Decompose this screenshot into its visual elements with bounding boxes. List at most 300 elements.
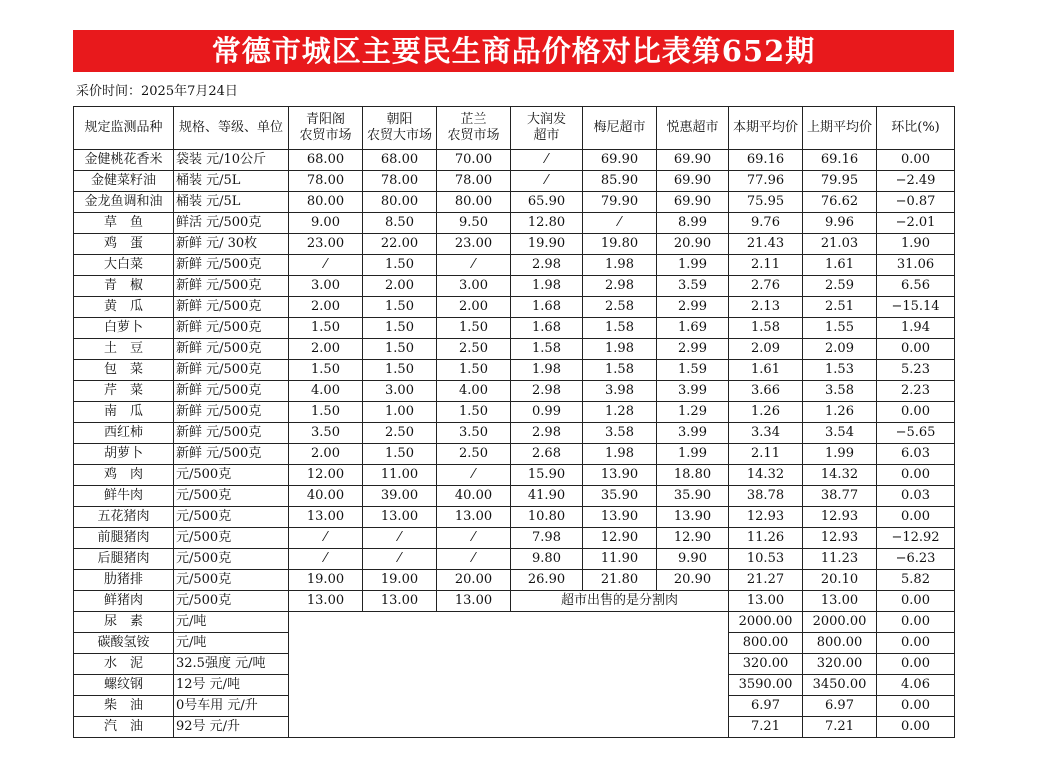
- table-cell: 4.06: [877, 675, 955, 696]
- table-cell: 3.00: [437, 276, 511, 297]
- table-cell: 1.28: [583, 402, 657, 423]
- table-cell: 0.00: [877, 339, 955, 360]
- table-cell: ⁄: [289, 255, 363, 276]
- table-cell: 80.00: [437, 192, 511, 213]
- table-cell: 14.32: [803, 465, 877, 486]
- table-cell: 11.00: [363, 465, 437, 486]
- table-cell: 草 鱼: [74, 213, 174, 234]
- table-cell: 0.00: [877, 654, 955, 675]
- table-cell: 800.00: [803, 633, 877, 654]
- table-cell: 新鲜 元/500克: [174, 297, 289, 318]
- table-cell: 39.00: [363, 486, 437, 507]
- table-cell: 1.61: [729, 360, 803, 381]
- table-cell: 14.32: [729, 465, 803, 486]
- table-cell: 80.00: [289, 192, 363, 213]
- table-cell: 85.90: [583, 171, 657, 192]
- table-cell: ⁄: [437, 255, 511, 276]
- table-cell: 1.98: [583, 444, 657, 465]
- table-cell: 1.50: [363, 339, 437, 360]
- table-cell: 40.00: [437, 486, 511, 507]
- table-cell: 2.00: [289, 297, 363, 318]
- table-cell: 2.68: [511, 444, 583, 465]
- table-cell: 1.50: [363, 444, 437, 465]
- table-cell: 13.00: [729, 591, 803, 612]
- column-header: 芷兰 农贸市场: [437, 107, 511, 150]
- table-cell: 320.00: [729, 654, 803, 675]
- table-cell: 鲜猪肉: [74, 591, 174, 612]
- table-cell: 3.59: [657, 276, 729, 297]
- table-cell: 2.58: [583, 297, 657, 318]
- table-cell: 元/吨: [174, 612, 289, 633]
- table-cell: ⁄: [437, 528, 511, 549]
- table-cell: 22.00: [363, 234, 437, 255]
- table-cell: 23.00: [289, 234, 363, 255]
- table-cell: 78.00: [363, 171, 437, 192]
- table-cell: ⁄: [511, 150, 583, 171]
- table-cell: 3.00: [289, 276, 363, 297]
- table-cell: 1.98: [583, 339, 657, 360]
- table-cell: 3.58: [583, 423, 657, 444]
- table-row: [74, 507, 955, 528]
- table-cell: 1.99: [657, 255, 729, 276]
- table-cell: ⁄: [363, 549, 437, 570]
- table-cell: 13.00: [803, 591, 877, 612]
- table-row: [74, 549, 955, 570]
- column-header: 青阳阁 农贸市场: [289, 107, 363, 150]
- table-cell: 78.00: [437, 171, 511, 192]
- table-cell: 新鲜 元/500克: [174, 318, 289, 339]
- table-cell: 3.98: [583, 381, 657, 402]
- table-cell: 69.90: [657, 192, 729, 213]
- table-row: [74, 528, 955, 549]
- table-cell: 15.90: [511, 465, 583, 486]
- table-cell: 10.80: [511, 507, 583, 528]
- table-cell: 黄 瓜: [74, 297, 174, 318]
- table-cell: 3.50: [437, 423, 511, 444]
- table-cell: 1.55: [803, 318, 877, 339]
- column-header: 上期平均价: [803, 107, 877, 150]
- table-cell: 31.06: [877, 255, 955, 276]
- table-cell: 1.50: [289, 360, 363, 381]
- table-cell: 2.59: [803, 276, 877, 297]
- table-cell: 1.98: [511, 360, 583, 381]
- table-row: [74, 276, 955, 297]
- table-cell: 3.99: [657, 381, 729, 402]
- table-cell: 新鲜 元/500克: [174, 423, 289, 444]
- table-cell: −2.01: [877, 213, 955, 234]
- table-cell: 1.50: [363, 360, 437, 381]
- table-cell: 0.00: [877, 696, 955, 717]
- table-cell: −6.23: [877, 549, 955, 570]
- table-cell: 白萝卜: [74, 318, 174, 339]
- table-cell: 65.90: [511, 192, 583, 213]
- table-cell: 21.80: [583, 570, 657, 591]
- table-cell: 13.00: [363, 507, 437, 528]
- table-cell: 41.90: [511, 486, 583, 507]
- table-cell: 1.50: [363, 318, 437, 339]
- table-cell: 1.90: [877, 234, 955, 255]
- table-cell: 40.00: [289, 486, 363, 507]
- table-cell: 1.26: [729, 402, 803, 423]
- table-row: [74, 192, 955, 213]
- column-header: 大润发 超市: [511, 107, 583, 150]
- table-cell: 2000.00: [803, 612, 877, 633]
- column-header: 梅尼超市: [583, 107, 657, 150]
- table-cell: 1.50: [437, 360, 511, 381]
- table-cell: 8.50: [363, 213, 437, 234]
- table-cell: 1.69: [657, 318, 729, 339]
- table-row: [74, 486, 955, 507]
- table-cell: 1.98: [583, 255, 657, 276]
- table-row: [74, 402, 955, 423]
- table-cell: 0.00: [877, 150, 955, 171]
- table-cell: 0.03: [877, 486, 955, 507]
- table-cell: 77.96: [729, 171, 803, 192]
- table-cell: 19.80: [583, 234, 657, 255]
- table-cell: 12.90: [583, 528, 657, 549]
- table-cell: 13.00: [289, 591, 363, 612]
- table-cell: ⁄: [289, 528, 363, 549]
- table-cell: −2.49: [877, 171, 955, 192]
- table-cell: 10.53: [729, 549, 803, 570]
- table-cell: 7.98: [511, 528, 583, 549]
- table-cell: 元/500克: [174, 591, 289, 612]
- table-row: [74, 297, 955, 318]
- table-cell: 水 泥: [74, 654, 174, 675]
- table-row: [74, 171, 955, 192]
- table-cell: 12.00: [289, 465, 363, 486]
- table-cell: 芹 菜: [74, 381, 174, 402]
- table-cell: 2.09: [803, 339, 877, 360]
- table-cell: 3.34: [729, 423, 803, 444]
- table-cell: 金龙鱼调和油: [74, 192, 174, 213]
- table-cell: 青 椒: [74, 276, 174, 297]
- table-cell: 92号 元/升: [174, 717, 289, 738]
- table-cell: 新鲜 元/500克: [174, 276, 289, 297]
- table-cell: −5.65: [877, 423, 955, 444]
- table-cell: 0.00: [877, 612, 955, 633]
- table-cell: 7.21: [729, 717, 803, 738]
- table-cell: 1.50: [437, 402, 511, 423]
- table-cell: 新鲜 元/500克: [174, 402, 289, 423]
- table-cell: 元/500克: [174, 486, 289, 507]
- table-cell: 19.90: [511, 234, 583, 255]
- table-row: [74, 570, 955, 591]
- table-cell: 800.00: [729, 633, 803, 654]
- table-cell: 1.58: [583, 360, 657, 381]
- table-cell: 后腿猪肉: [74, 549, 174, 570]
- table-cell: 0.00: [877, 591, 955, 612]
- table-cell: 11.23: [803, 549, 877, 570]
- table-cell: 1.58: [583, 318, 657, 339]
- table-cell: −0.87: [877, 192, 955, 213]
- table-cell: 13.00: [363, 591, 437, 612]
- table-cell: 11.90: [583, 549, 657, 570]
- table-cell: 9.00: [289, 213, 363, 234]
- table-cell: 西红柿: [74, 423, 174, 444]
- column-header: 规定监测品种: [74, 107, 174, 150]
- table-cell: 袋装 元/10公斤: [174, 150, 289, 171]
- table-cell: 金健菜籽油: [74, 171, 174, 192]
- table-cell: 尿 素: [74, 612, 174, 633]
- table-cell: 鲜活 元/500克: [174, 213, 289, 234]
- table-cell: 3590.00: [729, 675, 803, 696]
- table-cell: 1.99: [657, 444, 729, 465]
- table-cell: 9.50: [437, 213, 511, 234]
- table-cell: 12.80: [511, 213, 583, 234]
- table-cell: 9.90: [657, 549, 729, 570]
- table-cell: 包 菜: [74, 360, 174, 381]
- table-cell: 11.26: [729, 528, 803, 549]
- table-cell: 38.78: [729, 486, 803, 507]
- table-cell: 80.00: [363, 192, 437, 213]
- table-cell: 2.11: [729, 255, 803, 276]
- table-cell: 32.5强度 元/吨: [174, 654, 289, 675]
- table-cell: [289, 612, 729, 738]
- table-cell: 3450.00: [803, 675, 877, 696]
- table-cell: 69.90: [583, 150, 657, 171]
- table-cell: 2.50: [437, 339, 511, 360]
- table-cell: 7.21: [803, 717, 877, 738]
- table-cell: 元/500克: [174, 465, 289, 486]
- table-header-row: [74, 107, 955, 150]
- table-cell: 12.93: [803, 507, 877, 528]
- table-cell: 2.13: [729, 297, 803, 318]
- table-cell: 1.50: [363, 297, 437, 318]
- table-cell: 9.76: [729, 213, 803, 234]
- table-cell: 0.00: [877, 465, 955, 486]
- table-cell: 元/500克: [174, 549, 289, 570]
- table-cell: 3.50: [289, 423, 363, 444]
- table-cell: 13.90: [583, 507, 657, 528]
- table-cell: 12.93: [803, 528, 877, 549]
- table-row: [74, 465, 955, 486]
- table-cell: 69.16: [803, 150, 877, 171]
- table-cell: ⁄: [437, 549, 511, 570]
- table-cell: 3.66: [729, 381, 803, 402]
- table-cell: 1.59: [657, 360, 729, 381]
- table-cell: 70.00: [437, 150, 511, 171]
- table-cell: 1.61: [803, 255, 877, 276]
- table-cell: 2.23: [877, 381, 955, 402]
- table-cell: 超市出售的是分割肉: [511, 591, 729, 612]
- table-cell: 21.43: [729, 234, 803, 255]
- table-cell: 1.99: [803, 444, 877, 465]
- table-cell: 0.00: [877, 402, 955, 423]
- table-cell: 2.09: [729, 339, 803, 360]
- table-cell: 9.96: [803, 213, 877, 234]
- table-cell: 13.00: [289, 507, 363, 528]
- table-row: [74, 360, 955, 381]
- table-cell: 20.10: [803, 570, 877, 591]
- table-cell: 6.03: [877, 444, 955, 465]
- column-header: 朝阳 农贸大市场: [363, 107, 437, 150]
- table-cell: ⁄: [583, 213, 657, 234]
- table-cell: 胡萝卜: [74, 444, 174, 465]
- table-cell: 新鲜 元/ 30枚: [174, 234, 289, 255]
- table-cell: 75.95: [729, 192, 803, 213]
- table-cell: 1.58: [511, 339, 583, 360]
- table-cell: 0号车用 元/升: [174, 696, 289, 717]
- table-cell: 6.97: [729, 696, 803, 717]
- table-cell: 18.80: [657, 465, 729, 486]
- table-cell: 2.11: [729, 444, 803, 465]
- price-table: [73, 106, 955, 738]
- table-cell: −15.14: [877, 297, 955, 318]
- table-cell: 鲜牛肉: [74, 486, 174, 507]
- table-row: [74, 612, 955, 633]
- table-cell: ⁄: [437, 465, 511, 486]
- table-cell: 鸡 蛋: [74, 234, 174, 255]
- table-row: [74, 255, 955, 276]
- table-cell: 前腿猪肉: [74, 528, 174, 549]
- table-cell: 12号 元/吨: [174, 675, 289, 696]
- table-cell: 1.26: [803, 402, 877, 423]
- table-cell: 78.00: [289, 171, 363, 192]
- table-cell: 1.50: [289, 402, 363, 423]
- table-cell: −12.92: [877, 528, 955, 549]
- table-cell: 2.98: [511, 255, 583, 276]
- table-cell: 0.00: [877, 507, 955, 528]
- column-header: 环比(%): [877, 107, 955, 150]
- table-cell: 南 瓜: [74, 402, 174, 423]
- column-header: 悦惠超市: [657, 107, 729, 150]
- table-cell: 2.98: [511, 423, 583, 444]
- table-cell: 五花猪肉: [74, 507, 174, 528]
- table-cell: 2.50: [437, 444, 511, 465]
- table-cell: 38.77: [803, 486, 877, 507]
- column-header: 规格、等级、单位: [174, 107, 289, 150]
- table-cell: 4.00: [289, 381, 363, 402]
- table-cell: ⁄: [289, 549, 363, 570]
- table-cell: 0.00: [877, 633, 955, 654]
- table-cell: 2.76: [729, 276, 803, 297]
- table-cell: 68.00: [363, 150, 437, 171]
- price-date: 采价时间：2025年7月24日: [76, 84, 238, 99]
- table-cell: 6.97: [803, 696, 877, 717]
- table-row: [74, 591, 955, 612]
- table-row: [74, 234, 955, 255]
- table-cell: 79.90: [583, 192, 657, 213]
- table-cell: 1.00: [363, 402, 437, 423]
- table-cell: 21.27: [729, 570, 803, 591]
- table-cell: 1.53: [803, 360, 877, 381]
- table-cell: 2.50: [363, 423, 437, 444]
- table-cell: 1.68: [511, 297, 583, 318]
- table-cell: 20.90: [657, 234, 729, 255]
- table-cell: 1.29: [657, 402, 729, 423]
- table-cell: 肋猪排: [74, 570, 174, 591]
- table-cell: 1.50: [289, 318, 363, 339]
- table-cell: 螺纹钢: [74, 675, 174, 696]
- table-cell: 13.90: [657, 507, 729, 528]
- table-cell: 1.94: [877, 318, 955, 339]
- table-cell: 桶装 元/5L: [174, 192, 289, 213]
- table-row: [74, 213, 955, 234]
- table-cell: 2.51: [803, 297, 877, 318]
- table-cell: 新鲜 元/500克: [174, 339, 289, 360]
- table-cell: 12.90: [657, 528, 729, 549]
- table-cell: 金健桃花香米: [74, 150, 174, 171]
- table-cell: 76.62: [803, 192, 877, 213]
- table-cell: 大白菜: [74, 255, 174, 276]
- table-cell: 12.93: [729, 507, 803, 528]
- table-cell: 3.00: [363, 381, 437, 402]
- table-cell: 19.00: [363, 570, 437, 591]
- table-cell: 2.00: [289, 444, 363, 465]
- table-cell: 2.00: [363, 276, 437, 297]
- table-cell: ⁄: [363, 528, 437, 549]
- table-cell: 19.00: [289, 570, 363, 591]
- table-cell: 26.90: [511, 570, 583, 591]
- table-cell: 碳酸氢铵: [74, 633, 174, 654]
- column-header: 本期平均价: [729, 107, 803, 150]
- table-cell: 8.99: [657, 213, 729, 234]
- table-cell: 69.90: [657, 171, 729, 192]
- table-cell: 0.99: [511, 402, 583, 423]
- table-cell: 35.90: [583, 486, 657, 507]
- table-cell: 5.23: [877, 360, 955, 381]
- page-title: 常德市城区主要民生商品价格对比表第652期: [73, 30, 954, 72]
- table-cell: 20.90: [657, 570, 729, 591]
- table-cell: 1.58: [729, 318, 803, 339]
- table-row: [74, 339, 955, 360]
- table-cell: 3.54: [803, 423, 877, 444]
- table-cell: 3.99: [657, 423, 729, 444]
- table-cell: 79.95: [803, 171, 877, 192]
- table-cell: 69.90: [657, 150, 729, 171]
- table-cell: 1.50: [363, 255, 437, 276]
- table-cell: 69.16: [729, 150, 803, 171]
- table-row: [74, 318, 955, 339]
- table-cell: ⁄: [511, 171, 583, 192]
- table-cell: 土 豆: [74, 339, 174, 360]
- table-cell: 元/500克: [174, 570, 289, 591]
- table-cell: 23.00: [437, 234, 511, 255]
- table-cell: 4.00: [437, 381, 511, 402]
- table-row: [74, 423, 955, 444]
- table-cell: 2.99: [657, 297, 729, 318]
- table-cell: 6.56: [877, 276, 955, 297]
- table-cell: 21.03: [803, 234, 877, 255]
- table-cell: 2.00: [437, 297, 511, 318]
- table-cell: 2.00: [289, 339, 363, 360]
- table-cell: 3.58: [803, 381, 877, 402]
- table-cell: 13.90: [583, 465, 657, 486]
- table-cell: 1.68: [511, 318, 583, 339]
- table-cell: 2000.00: [729, 612, 803, 633]
- table-row: [74, 150, 955, 171]
- table-cell: 9.80: [511, 549, 583, 570]
- table-cell: 柴 油: [74, 696, 174, 717]
- table-cell: 2.99: [657, 339, 729, 360]
- table-cell: 13.00: [437, 507, 511, 528]
- table-row: [74, 381, 955, 402]
- table-cell: 元/吨: [174, 633, 289, 654]
- table-cell: 桶装 元/5L: [174, 171, 289, 192]
- table-cell: 320.00: [803, 654, 877, 675]
- table-cell: 新鲜 元/500克: [174, 381, 289, 402]
- table-cell: 2.98: [583, 276, 657, 297]
- table-cell: 鸡 肉: [74, 465, 174, 486]
- table-cell: 新鲜 元/500克: [174, 444, 289, 465]
- table-cell: 20.00: [437, 570, 511, 591]
- table-row: [74, 444, 955, 465]
- table-cell: 新鲜 元/500克: [174, 360, 289, 381]
- table-cell: 68.00: [289, 150, 363, 171]
- table-cell: 13.00: [437, 591, 511, 612]
- table-cell: 35.90: [657, 486, 729, 507]
